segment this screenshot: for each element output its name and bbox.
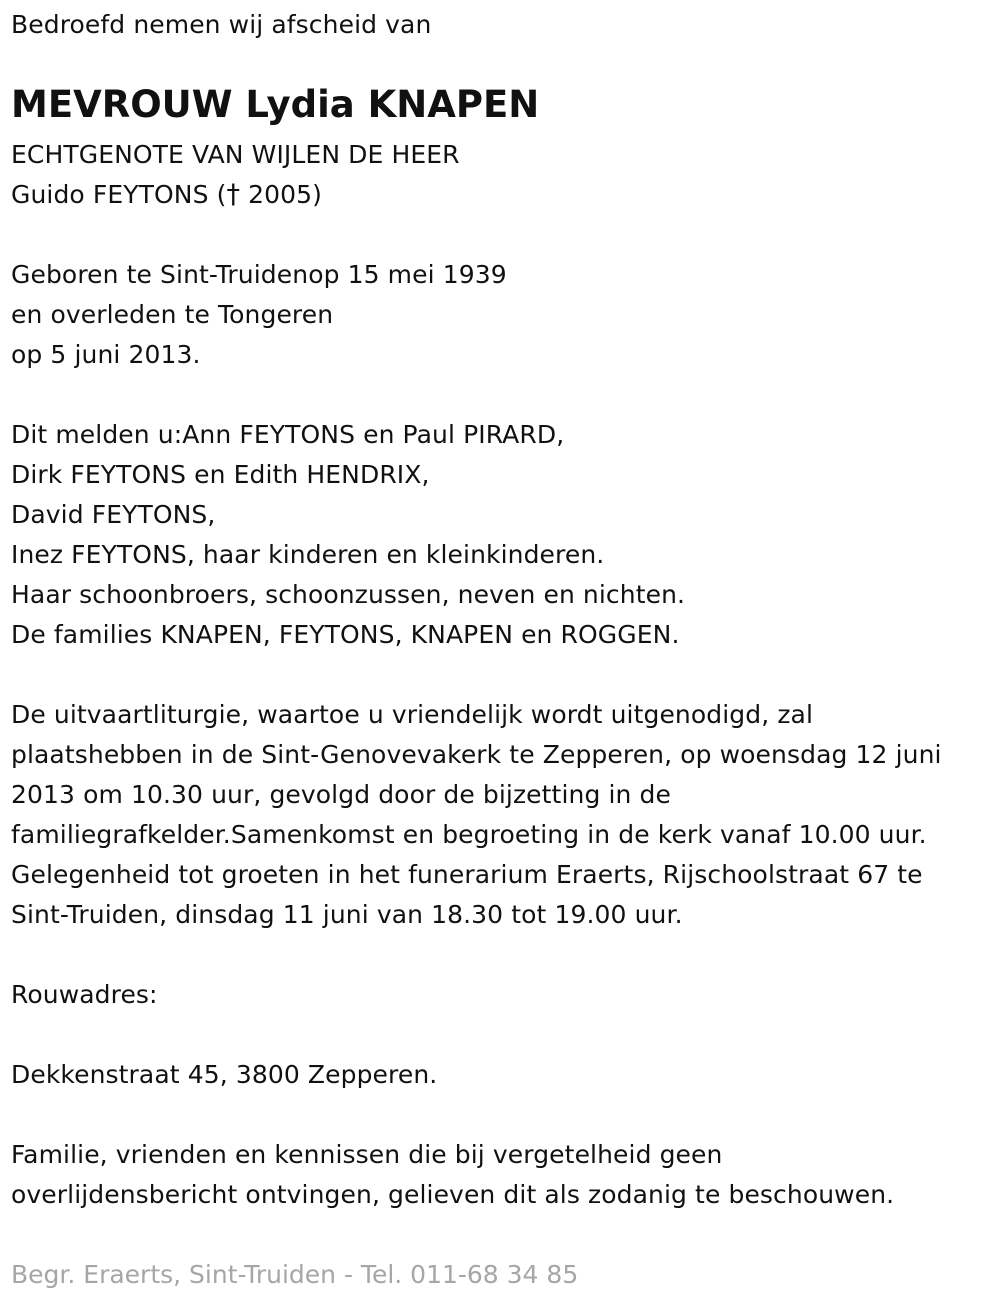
announcer-line: Dirk FEYTONS en Edith HENDRIX,: [11, 460, 430, 489]
closing-line: Familie, vrienden en kennissen die bij vergetelheid geen: [11, 1140, 723, 1169]
spacer: [11, 215, 991, 255]
obituary-notice: [11, 0, 991, 1295]
announcer-line: Inez FEYTONS, haar kinderen en kleinkinderen.: [11, 540, 605, 569]
spacer: [11, 1095, 991, 1135]
spacer: [11, 935, 991, 975]
birth-line: Geboren te Sint-Truidenop 15 mei 1939: [11, 260, 507, 289]
funeral-line: familiegrafkelder.Samenkomst en begroeting in de kerk vanaf 10.00 uur.: [11, 820, 927, 849]
funeral-line: De uitvaartliturgie, waartoe u vriendelijk wordt uitgenodigd, zal: [11, 700, 814, 729]
death-date-line: op 5 juni 2013.: [11, 340, 201, 369]
funeral-line: plaatshebben in de Sint-Genovevakerk te Zepperen, op woensdag 12 juni: [11, 740, 942, 769]
intro-text: Bedroefd nemen wij afscheid van: [11, 10, 432, 39]
spouse-name: Guido FEYTONS (: [11, 180, 227, 209]
funeral-line: Gelegenheid tot groeten in het funerarium Eraerts, Rijschoolstraat 67 te: [11, 860, 923, 889]
mourning-address: Dekkenstraat 45, 3800 Zepperen.: [11, 1060, 438, 1089]
closing-line: overlijdensbericht ontvingen, gelieven dit als zodanig te beschouwen.: [11, 1180, 895, 1209]
deceased-name: MEVROUW Lydia KNAPEN: [11, 83, 540, 126]
announcer-line: Haar schoonbroers, schoonzussen, neven en nichten.: [11, 580, 686, 609]
spouse-name-line: [11, 175, 991, 215]
spacer: [11, 1015, 991, 1055]
funeral-home-footer: Begr. Eraerts, Sint-Truiden - Tel. 011-68 34 85: [11, 1260, 579, 1289]
announcer-line: De families KNAPEN, FEYTONS, KNAPEN en ROGGEN.: [11, 620, 680, 649]
announcer-line: David FEYTONS,: [11, 500, 216, 529]
death-place-line: en overleden te Tongeren: [11, 300, 334, 329]
address-label: Rouwadres:: [11, 980, 158, 1009]
spouse-death-year: 2005): [240, 180, 322, 209]
spacer: [11, 375, 991, 415]
announcer-line: Dit melden u:Ann FEYTONS en Paul PIRARD,: [11, 420, 565, 449]
funeral-line: Sint-Truiden, dinsdag 11 juni van 18.30 tot 19.00 uur.: [11, 900, 683, 929]
cross-icon: †: [226, 179, 241, 210]
funeral-line: 2013 om 10.30 uur, gevolgd door de bijzetting in de: [11, 780, 671, 809]
spouse-title: ECHTGENOTE VAN WIJLEN DE HEER: [11, 140, 460, 169]
spacer: [11, 655, 991, 695]
